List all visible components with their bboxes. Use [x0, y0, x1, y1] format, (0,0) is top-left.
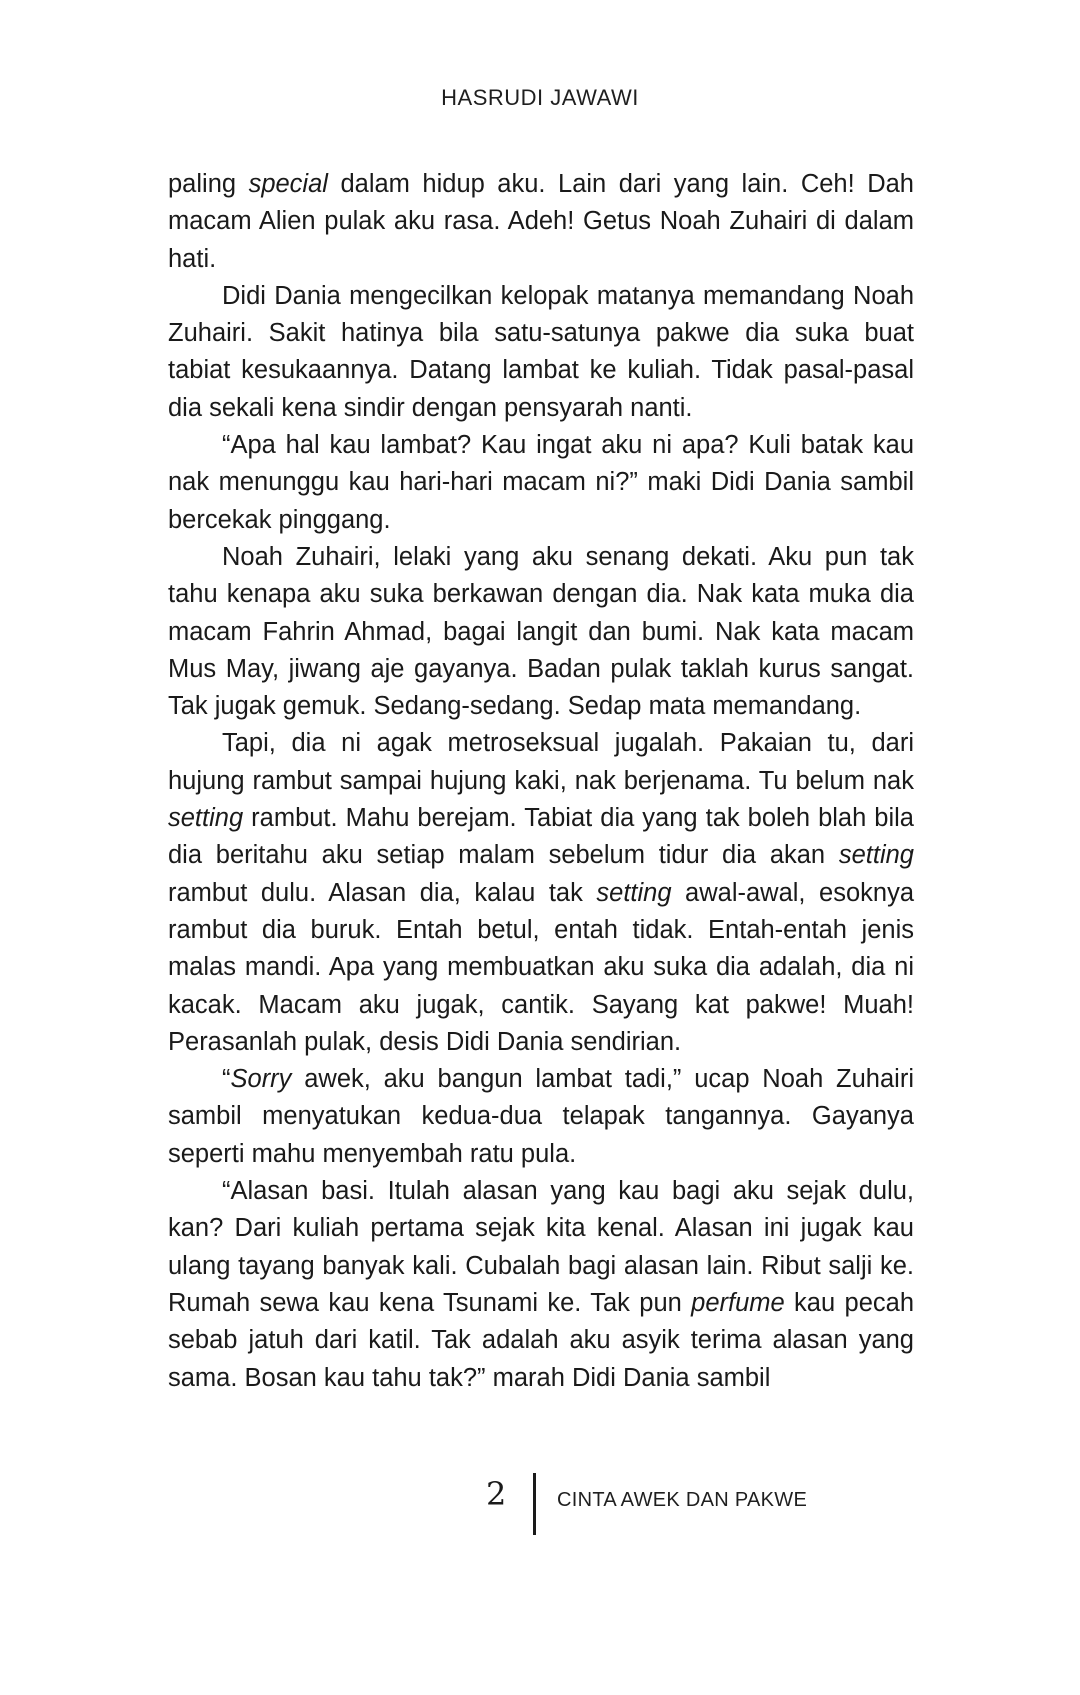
page-footer	[0, 1473, 1080, 1533]
page-number: 2	[486, 1475, 507, 1513]
text-run: rambut. Mahu berejam. Tabiat dia yang tak boleh blah bila dia beritahu aku setiap malam sebelum tidur dia akan	[168, 804, 914, 870]
running-header-author: HASRUDI JAWAWI	[441, 85, 639, 110]
italic-text: setting	[838, 841, 914, 870]
italic-text: special	[248, 170, 328, 198]
text-run: awek, aku bangun lambat tadi,” ucap Noah Zuhairi sambil menyatukan kedua-dua telapak tangannya. Gayanya seperti mahu menyembah ratu pula.	[168, 1065, 914, 1168]
italic-text: perfume	[691, 1288, 785, 1317]
italic-text: setting	[168, 804, 244, 833]
text-run: dalam hidup aku. Lain dari yang lain. Ceh! Dah macam Alien pulak aku rasa. Adeh! Getus Noah Zuhairi di dalam hati.	[168, 170, 914, 273]
paragraph	[168, 539, 914, 725]
paragraph	[168, 166, 914, 278]
text-run: paling	[168, 170, 249, 198]
paragraph	[168, 427, 914, 539]
text-run: rambut dulu. Alasan dia, kalau tak	[168, 878, 597, 907]
text-run: kau pecah sebab jatuh dari katil. Tak adalah aku asyik terima alasan yang sama. Bosan kau tahu tak?” marah Didi Dania sambil	[168, 1288, 914, 1392]
paragraph	[168, 725, 914, 1061]
text-run: “Apa hal kau lambat? Kau ingat aku ni apa? Kuli batak kau nak menunggu kau hari-hari macam ni?” maki Didi Dania sambil bercekak pinggang.	[168, 431, 914, 534]
paragraph	[168, 278, 914, 427]
text-run: “	[222, 1065, 231, 1094]
text-run: awal-awal, esoknya rambut dia buruk. Entah betul, entah tidak. Entah-entah jenis malas mandi. Apa yang membuatkan aku suka dia adalah, dia ni kacak. Macam aku jugak, cantik. Sayang kat pakwe! Muah! Perasanlah pulak, desis Didi Dania sendirian.	[168, 878, 914, 1056]
italic-text: setting	[596, 878, 672, 907]
body-text	[168, 166, 914, 1397]
text-run: Noah Zuhairi, lelaki yang aku senang dekati. Aku pun tak tahu kenapa aku suka berkawan dengan dia. Nak kata muka dia macam Fahrin Ahmad, bagai langit dan bumi. Nak kata macam Mus May, jiwang aje gayanya. Badan pulak taklah kurus sangat. Tak jugak gemuk. Sedang-sedang. Sedap mata memandang.	[168, 542, 914, 721]
text-run: Didi Dania mengecilkan kelopak matanya memandang Noah Zuhairi. Sakit hatinya bila satu-satunya pakwe dia suka buat tabiat kesukaannya. Datang lambat ke kuliah. Tidak pasal-pasal dia sekali kena sindir dengan pensyarah nanti.	[168, 281, 914, 422]
text-run: “Alasan basi. Itulah alasan yang kau bagi aku sejak dulu, kan? Dari kuliah pertama sejak kita kenal. Alasan ini jugak kau ulang tayang banyak kali. Cubalah bagi alasan lain. Ribut salji ke. Rumah sewa kau kena Tsunami ke. Tak pun	[168, 1177, 914, 1317]
paragraph	[168, 1061, 914, 1173]
text-run: Tapi, dia ni agak metroseksual jugalah. Pakaian tu, dari hujung rambut sampai hujung kaki, nak berjenama. Tu belum nak	[168, 729, 914, 795]
running-footer-book-title: CINTA AWEK DAN PAKWE	[557, 1489, 808, 1511]
paragraph	[168, 1173, 914, 1397]
footer-divider	[533, 1473, 536, 1535]
italic-text: Sorry	[230, 1065, 292, 1094]
